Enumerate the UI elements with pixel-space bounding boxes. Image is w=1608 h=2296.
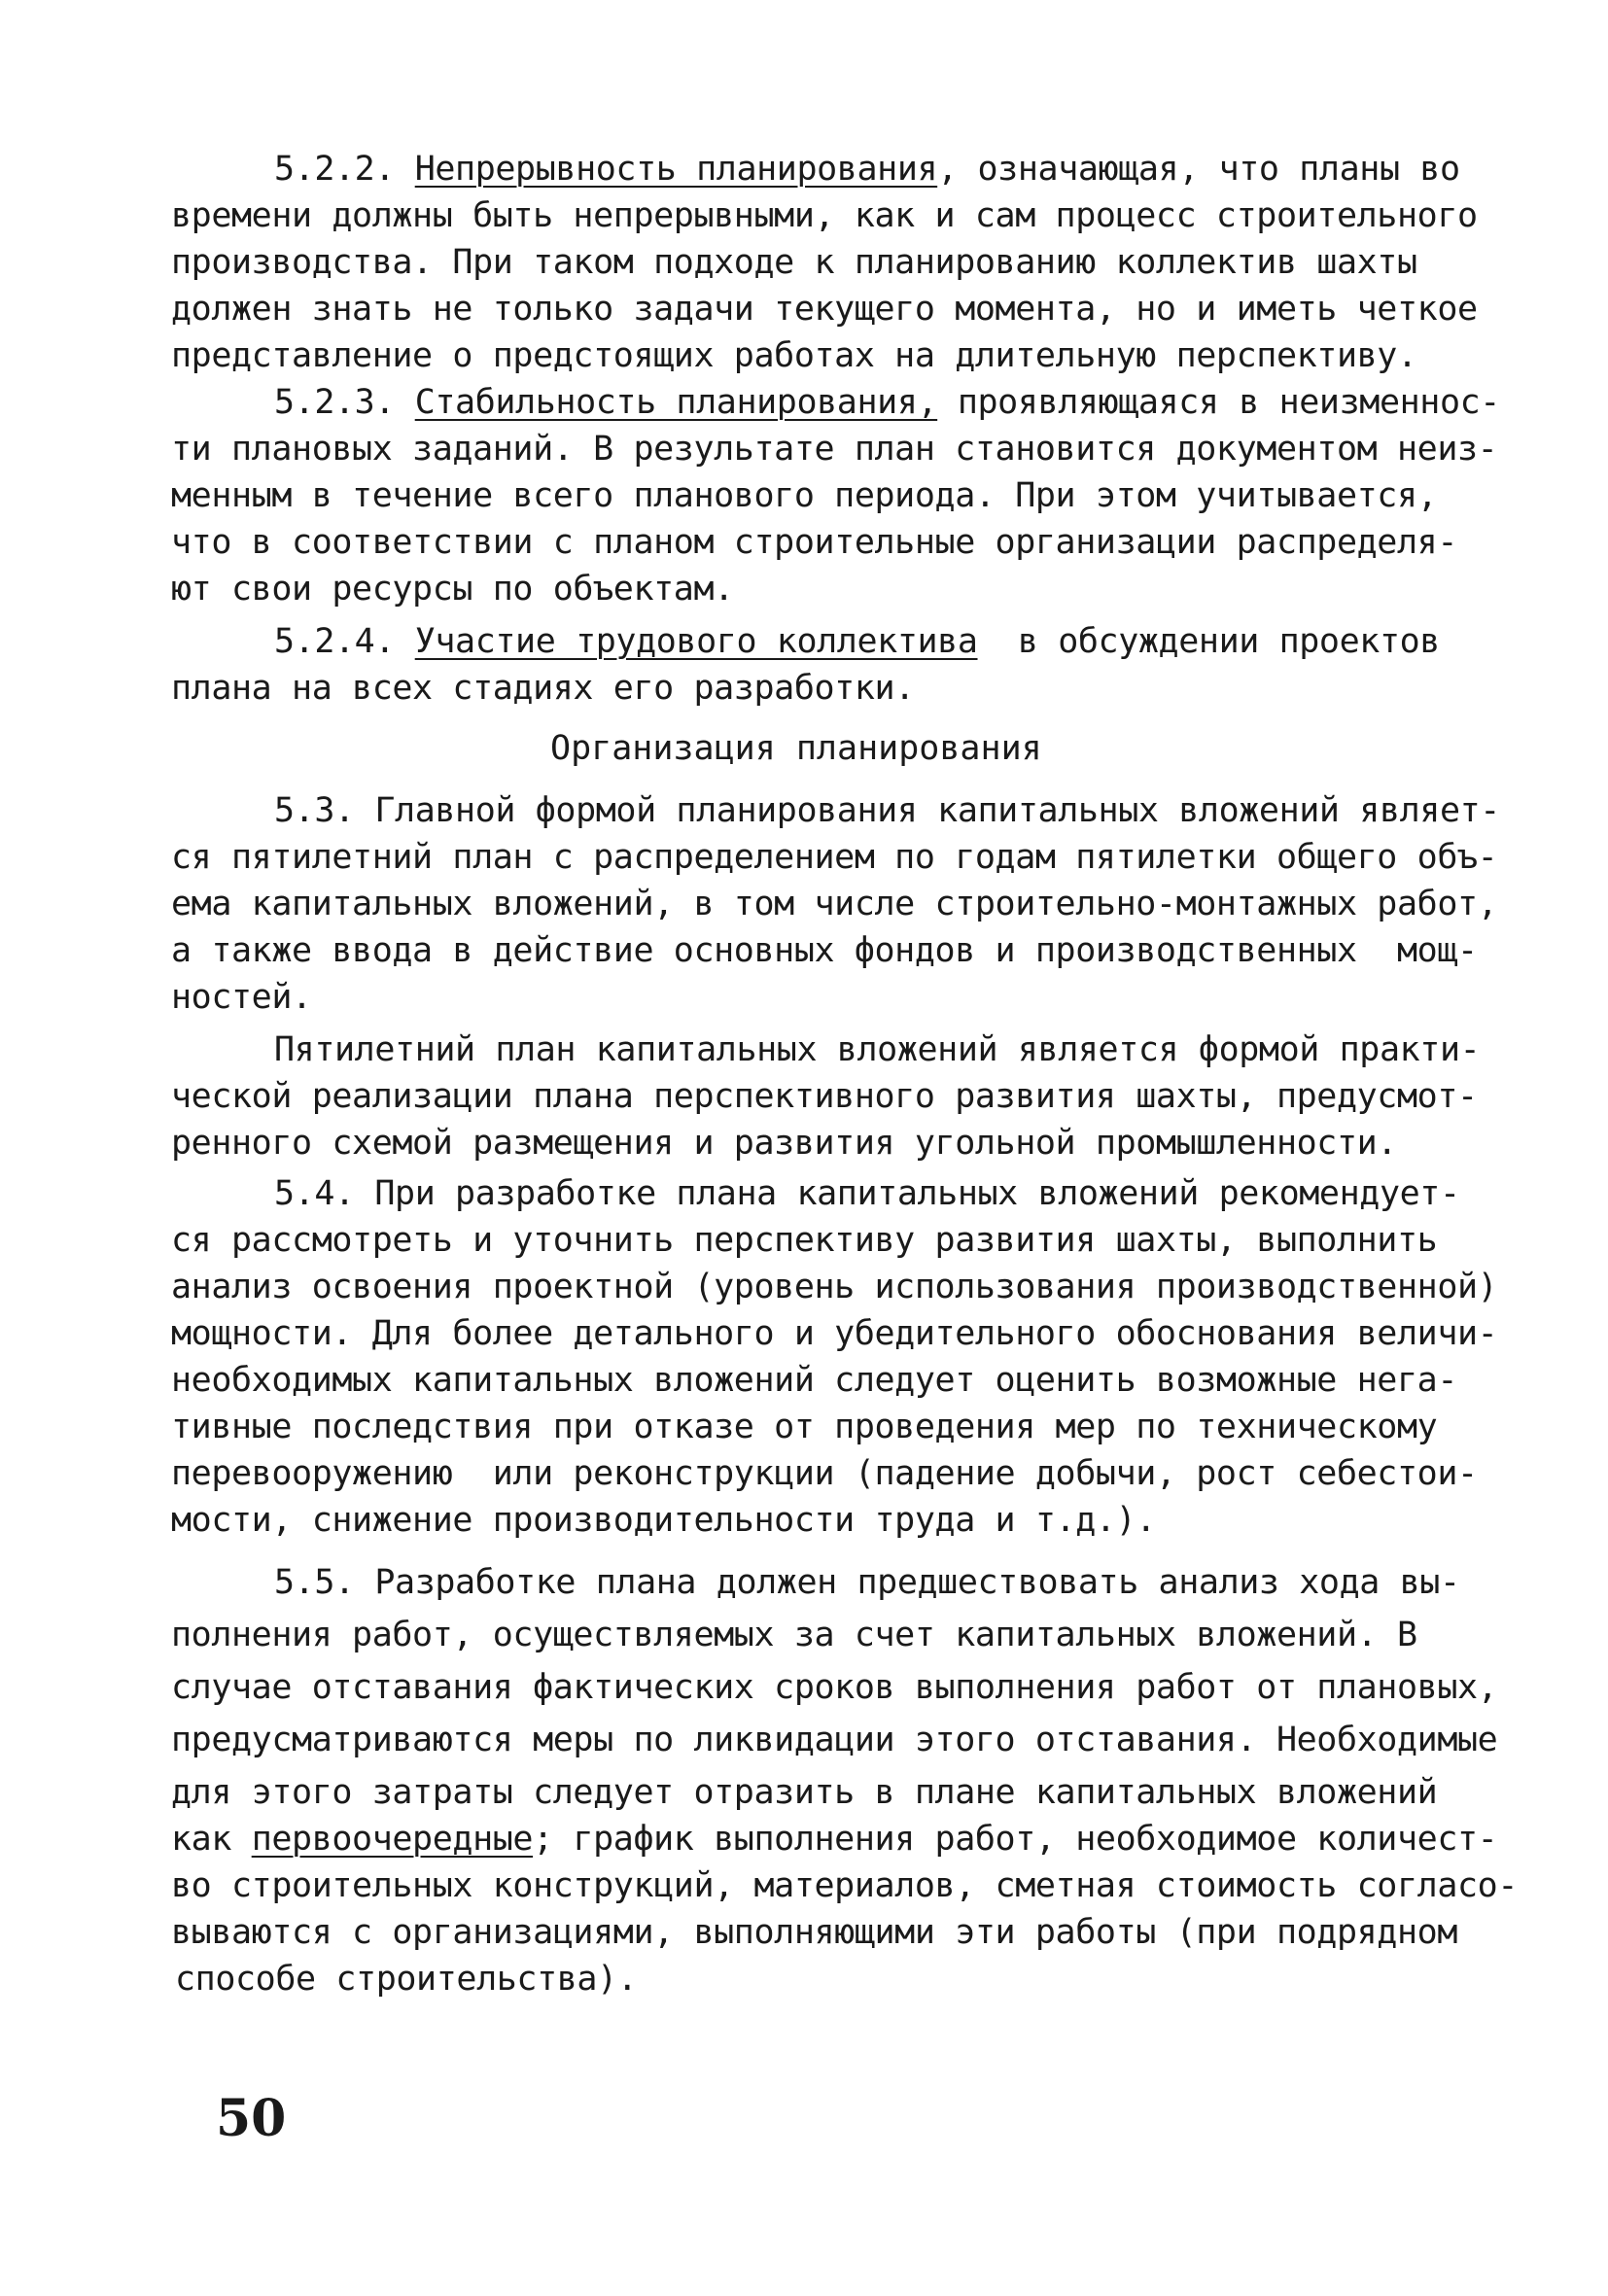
paragraph-5-5-line — [171, 1816, 1497, 1862]
text-line: тивные последствия при отказе от проведения мер по техническому — [171, 1408, 1438, 1446]
underlined-term: первоочередные — [251, 1820, 534, 1859]
clause-number: 5.2.4. — [274, 622, 415, 661]
text-line: перевооружению или реконструкции (падение добычи, рост себестои- — [171, 1454, 1478, 1493]
paragraph-5-2-3-line — [274, 379, 1500, 426]
text-line: случае отставания фактических сроков выполнения работ от плановых, — [171, 1668, 1498, 1707]
text-line: мощности. Для более детального и убедительного обоснования величи- — [171, 1314, 1498, 1353]
paragraph-5-2-2-line — [274, 146, 1460, 192]
text-line: ся пятилетний план с распределением по годам пятилетки общего объ- — [171, 838, 1498, 877]
text-span: в обсуждении проектов — [977, 622, 1440, 661]
clause-number: 5.2.3. — [274, 383, 415, 422]
section-heading: Организация планирования — [550, 729, 1042, 768]
text-line: ся рассмотреть и уточнить перспективу развития шахты, выполнить — [171, 1221, 1438, 1260]
text-line: для этого затраты следует отразить в плане капитальных вложений — [171, 1773, 1438, 1812]
text-line: должен знать не только задачи текущего момента, но и иметь четкое — [171, 290, 1478, 329]
underlined-term: Участие трудового коллектива — [414, 622, 978, 661]
text-line: представление о предстоящих работах на длительную перспективу. — [171, 336, 1417, 375]
text-span: , означающая, что планы во — [937, 150, 1460, 189]
text-line: необходимых капитальных вложений следует оценить возможные нега- — [171, 1361, 1457, 1400]
text-line: Пятилетний план капитальных вложений является формой практи- — [274, 1030, 1481, 1069]
text-line: ти плановых заданий. В результате план становится документом неиз- — [171, 430, 1498, 469]
text-line: 5.4. При разработке плана капитальных вложений рекомендует- — [274, 1174, 1460, 1213]
text-line: менным в течение всего планового периода. При этом учитывается, — [171, 476, 1438, 515]
text-line: производства. При таком подходе к планированию коллектив шахты — [171, 243, 1417, 282]
text-line: ема капитальных вложений, в том числе строительно-монтажных работ, — [171, 885, 1498, 923]
text-line: предусматриваются меры по ликвидации этого отставания. Необходимые — [171, 1721, 1498, 1759]
text-line: вываются с организациями, выполняющими эти работы (при подрядном — [171, 1913, 1457, 1952]
text-line: ческой реализации плана перспективного развития шахты, предусмот- — [171, 1077, 1478, 1116]
underlined-term: Непрерывность планирования — [414, 150, 938, 189]
text-span: проявляющаяся в неизменнос- — [937, 383, 1500, 422]
text-span: ; график выполнения работ, необходимое количест- — [533, 1820, 1498, 1859]
text-line: плана на всех стадиях его разработки. — [171, 669, 915, 708]
text-line: ностей. — [171, 978, 312, 1017]
underlined-term: Стабильность планирования, — [414, 383, 938, 422]
text-line: что в соответствии с планом строительные организации распределя- — [171, 523, 1457, 562]
text-line: 5.5. Разработке плана должен предшествовать анализ хода вы- — [274, 1563, 1460, 1602]
text-line: ренного схемой размещения и развития угольной промышленности. — [171, 1124, 1397, 1163]
text-line: 5.3. Главной формой планирования капитальных вложений являет- — [274, 791, 1500, 830]
text-line: анализ освоения проектной (уровень использования производственной) — [171, 1268, 1498, 1306]
page-number: 50 — [216, 2089, 287, 2148]
text-line: полнения работ, осуществляемых за счет капитальных вложений. В — [171, 1616, 1417, 1654]
text-span: как — [171, 1820, 252, 1859]
paragraph-5-2-4-line — [274, 618, 1440, 665]
text-line: ют свои ресурсы по объектам. — [171, 570, 734, 609]
text-line: мости, снижение производительности труда и т.д.). — [171, 1501, 1156, 1540]
text-line: времени должны быть непрерывными, как и сам процесс строительного — [171, 196, 1478, 235]
text-line: во строительных конструкций, материалов, сметная стоимость согласо- — [171, 1866, 1519, 1905]
text-line: а также ввода в действие основных фондов и производственных мощ- — [171, 931, 1478, 970]
text-line: способе строительства). — [175, 1960, 638, 1999]
clause-number: 5.2.2. — [274, 150, 415, 189]
